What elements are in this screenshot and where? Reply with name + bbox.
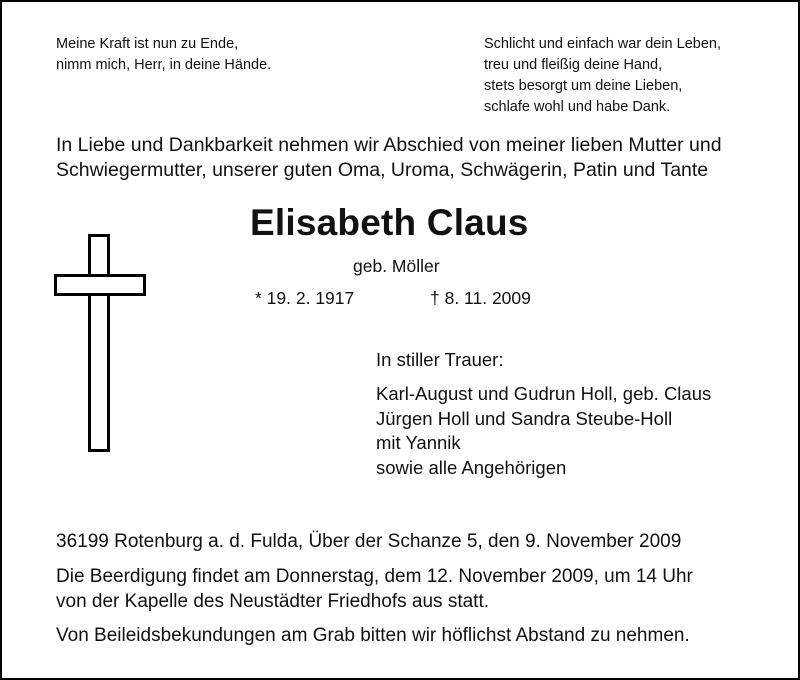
verse-left-line: Meine Kraft ist nun zu Ende, — [56, 36, 239, 52]
verse-right-line: stets besorgt um deine Lieben, — [484, 78, 683, 94]
mourner-line: Jürgen Holl und Sandra Steube-Holl — [376, 407, 673, 429]
maiden-name: geb. Möller — [353, 256, 440, 276]
death-date: † 8. 11. 2009 — [430, 288, 531, 308]
verse-left-line: nimm mich, Herr, in deine Hände. — [56, 57, 272, 73]
funeral-line: von der Kapelle des Neustädter Friedhofs aus statt. — [56, 591, 490, 612]
mourner-line: Karl-August und Gudrun Holl, geb. Claus — [376, 383, 712, 404]
funeral-info — [56, 564, 693, 614]
mourner-line: sowie alle Angehörigen — [376, 456, 567, 478]
intro-line: In Liebe und Dankbarkeit nehmen wir Abschied von meiner lieben Mutter und — [56, 134, 722, 156]
closing-note: Von Beileidsbekundungen am Grab bitten wir höflichst Abstand zu nehmen. — [56, 625, 690, 646]
verse-right-line: treu und fleißig deine Hand, — [484, 57, 663, 73]
intro-line: Schwiegermutter, unserer guten Oma, Uroma, Schwägerin, Patin und Tante — [56, 159, 709, 181]
cross-icon — [54, 234, 146, 452]
mourners-list — [376, 382, 711, 480]
mourners-heading: In stiller Trauer: — [376, 349, 504, 370]
birth-date: * 19. 2. 1917 — [255, 288, 355, 308]
intro-text — [56, 133, 722, 183]
deceased-name: Elisabeth Claus — [250, 202, 529, 243]
verse-right-line: schlafe wohl und habe Dank. — [484, 99, 671, 115]
mourner-line: mit Yannik — [376, 432, 461, 453]
verse-right — [484, 34, 721, 118]
verse-right-line: Schlicht und einfach war dein Leben, — [484, 36, 721, 52]
funeral-line: Die Beerdigung findet am Donnerstag, dem 12. November 2009, um 14 Uhr — [56, 566, 693, 587]
address-line: 36199 Rotenburg a. d. Fulda, Über der Schanze 5, den 9. November 2009 — [56, 531, 682, 552]
verse-left — [56, 34, 271, 76]
